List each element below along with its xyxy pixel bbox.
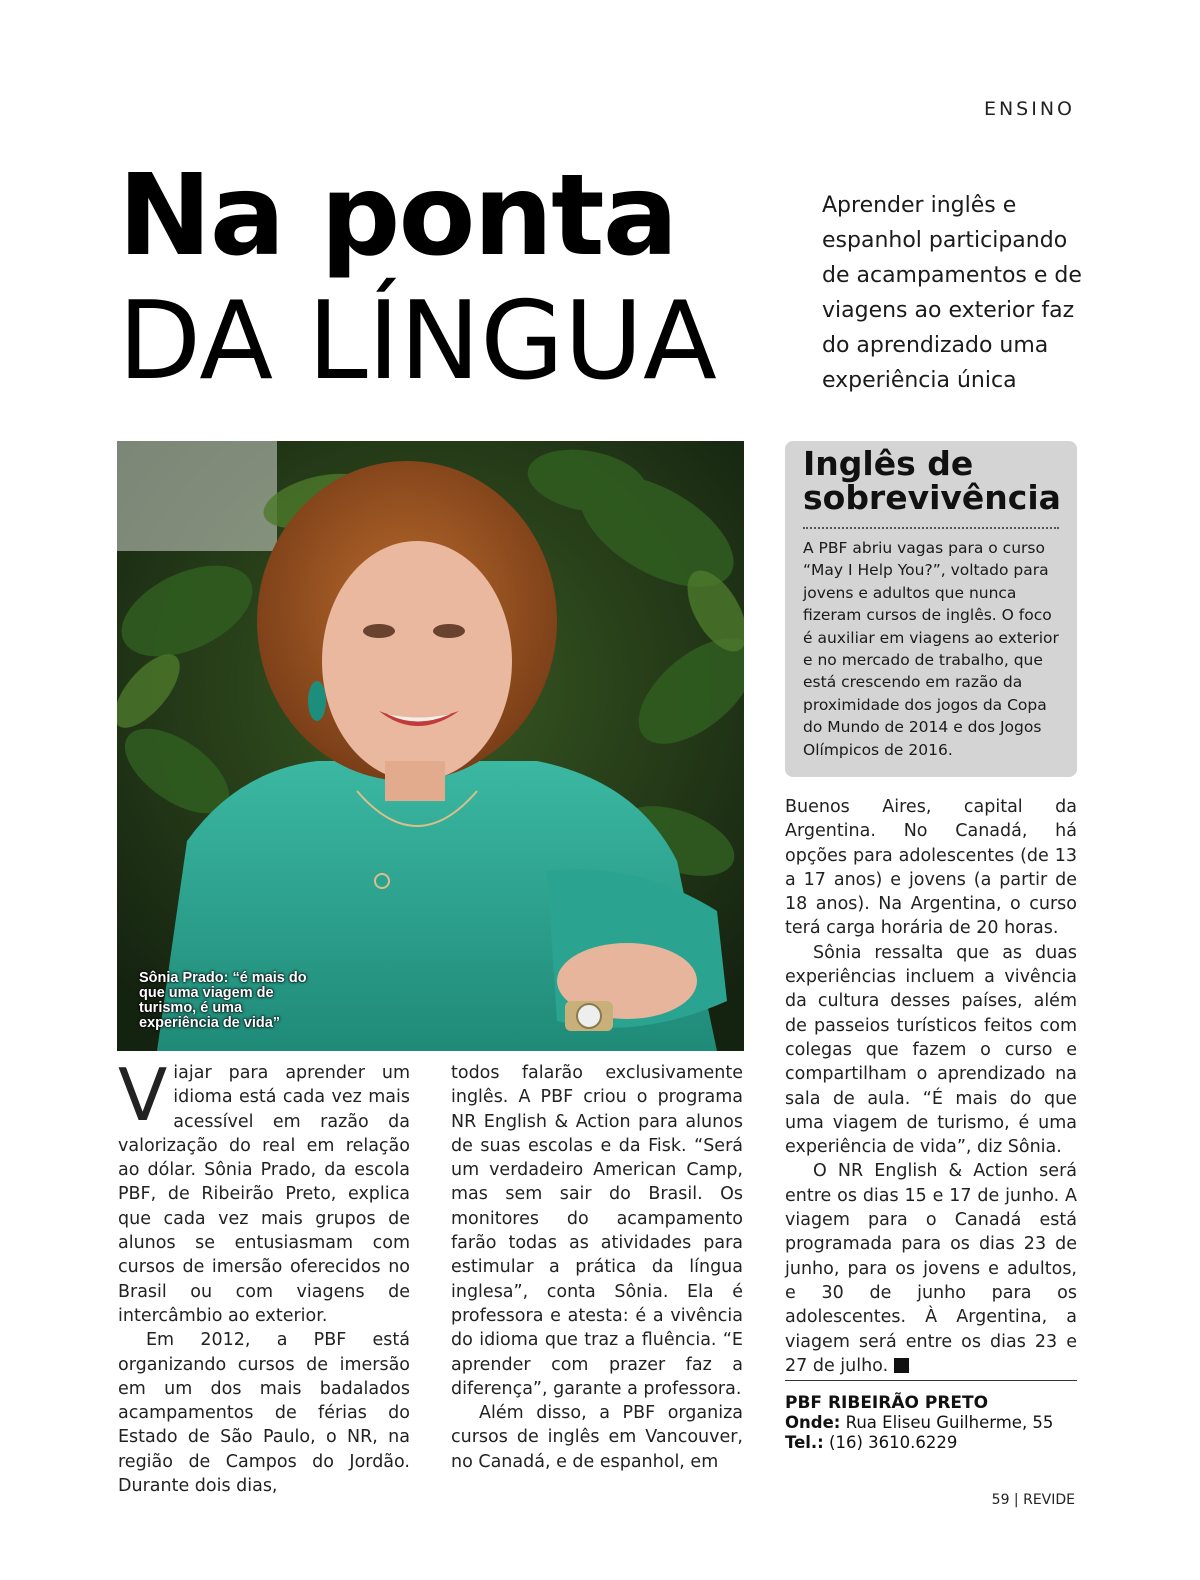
headline-line-1: Na ponta <box>118 151 677 281</box>
body-column-2 <box>451 1061 743 1474</box>
feature-photo <box>117 441 744 1051</box>
body-paragraph <box>118 1053 410 1328</box>
page-folio: 59 | REVIDE <box>991 1492 1075 1508</box>
phone-value: (16) 3610.6229 <box>823 1433 958 1452</box>
body-paragraph: Em 2012, a PBF está organizando cursos de imersão em um dos mais badalados acampamentos de férias do Estado de São Paulo, o NR, na região de Campos do Jordão. Durante dois dias, <box>118 1330 410 1497</box>
body-paragraph: Sônia ressalta que as duas experiências incluem a vivência da cultura desses países, além de passeios turísticos feitos com colegas que fazem o curso e compartilham o aprendizado na sala de aula. “É mais do que uma viagem de turismo, é uma experiência de vida”, diz Sônia. <box>785 942 1077 1158</box>
contact-info <box>785 1380 1077 1453</box>
sidebar-title <box>803 444 1061 517</box>
body-paragraph <box>785 1159 1077 1378</box>
body-paragraph: Além disso, a PBF organiza cursos de inglês em Vancouver, no Canadá, e de espanhol, em <box>451 1403 743 1472</box>
sidebar-title-line-1: Inglês de <box>803 444 974 483</box>
sidebar-box <box>785 441 1077 777</box>
body-paragraph: Buenos Aires, capital da Argentina. No Canadá, há opções para adolescentes (de 13 a 17 anos) e jovens (a partir de 18 anos). Na Argentina, o curso terá carga horária de 20 horas. <box>785 797 1077 939</box>
body-column-1 <box>118 1053 410 1498</box>
headline-line-2: DA LÍNGUA <box>118 279 717 404</box>
address-value: Rua Eliseu Guilherme, 55 <box>840 1413 1054 1432</box>
portrait-illustration <box>117 441 744 1051</box>
body-paragraph: todos falarão exclusivamente inglês. A PBF criou o programa NR English & Action para alunos de suas escolas e da Fisk. “Será um verdadeiro American Camp, mas sem sair do Brasil. Os monitores do acampamento farão todas as atividades para estimular a prática da língua inglesa”, conta Sônia. Ela é professora e atesta: é a vivência do idioma que traz a fluência. “E aprender com prazer faz a diferença”, garante a professora. <box>451 1063 743 1399</box>
contact-address <box>785 1413 1077 1433</box>
body-column-3 <box>785 795 1077 1378</box>
deck: Aprender inglês e espanhol participando de acampamentos e de viagens ao exterior faz do aprendizado uma experiência única <box>822 193 1082 393</box>
sidebar-divider <box>803 527 1059 529</box>
sidebar-body: A PBF abriu vagas para o curso “May I Help You?”, voltado para jovens e adultos que nunca fizeram cursos de inglês. O foco é auxiliar em viagens ao exterior e no mercado de trabalho, que está crescendo em razão da proximidade dos jogos da Copa do Mundo de 2014 e dos Jogos Olímpicos de 2016. <box>803 539 1059 759</box>
sidebar-title-line-2: sobrevivência <box>803 478 1061 517</box>
drop-cap: V <box>118 1053 168 1137</box>
section-tag: ENSINO <box>983 98 1075 120</box>
contact-name: PBF RIBEIRÃO PRETO <box>785 1393 989 1413</box>
address-label: Onde: <box>785 1413 841 1432</box>
end-mark-icon: r <box>894 1358 909 1373</box>
body-text: O NR English & Action será entre os dias 15 e 17 de junho. A viagem para o Canadá está programada para os dias 23 de junho, para os jovens e adultos, e 30 de junho para os adolescentes. À Argentina, a viagem será entre os dias 23 e 27 de julho. <box>785 1161 1077 1376</box>
phone-label: Tel.: <box>785 1433 824 1452</box>
contact-phone <box>785 1433 1077 1453</box>
photo-caption: Sônia Prado: “é mais do que uma viagem de turismo, é uma experiência de vida” <box>139 970 307 1031</box>
body-text: iajar para aprender um idioma está cada vez mais acessível em razão da valorização do real em relação ao dólar. Sônia Prado, da escola PBF, de Ribeirão Preto, explica que cada vez mais grupos de alunos se entusiasmam com cursos de imersão oferecidos no Brasil ou com viagens de intercâmbio ao exterior. <box>118 1063 410 1326</box>
